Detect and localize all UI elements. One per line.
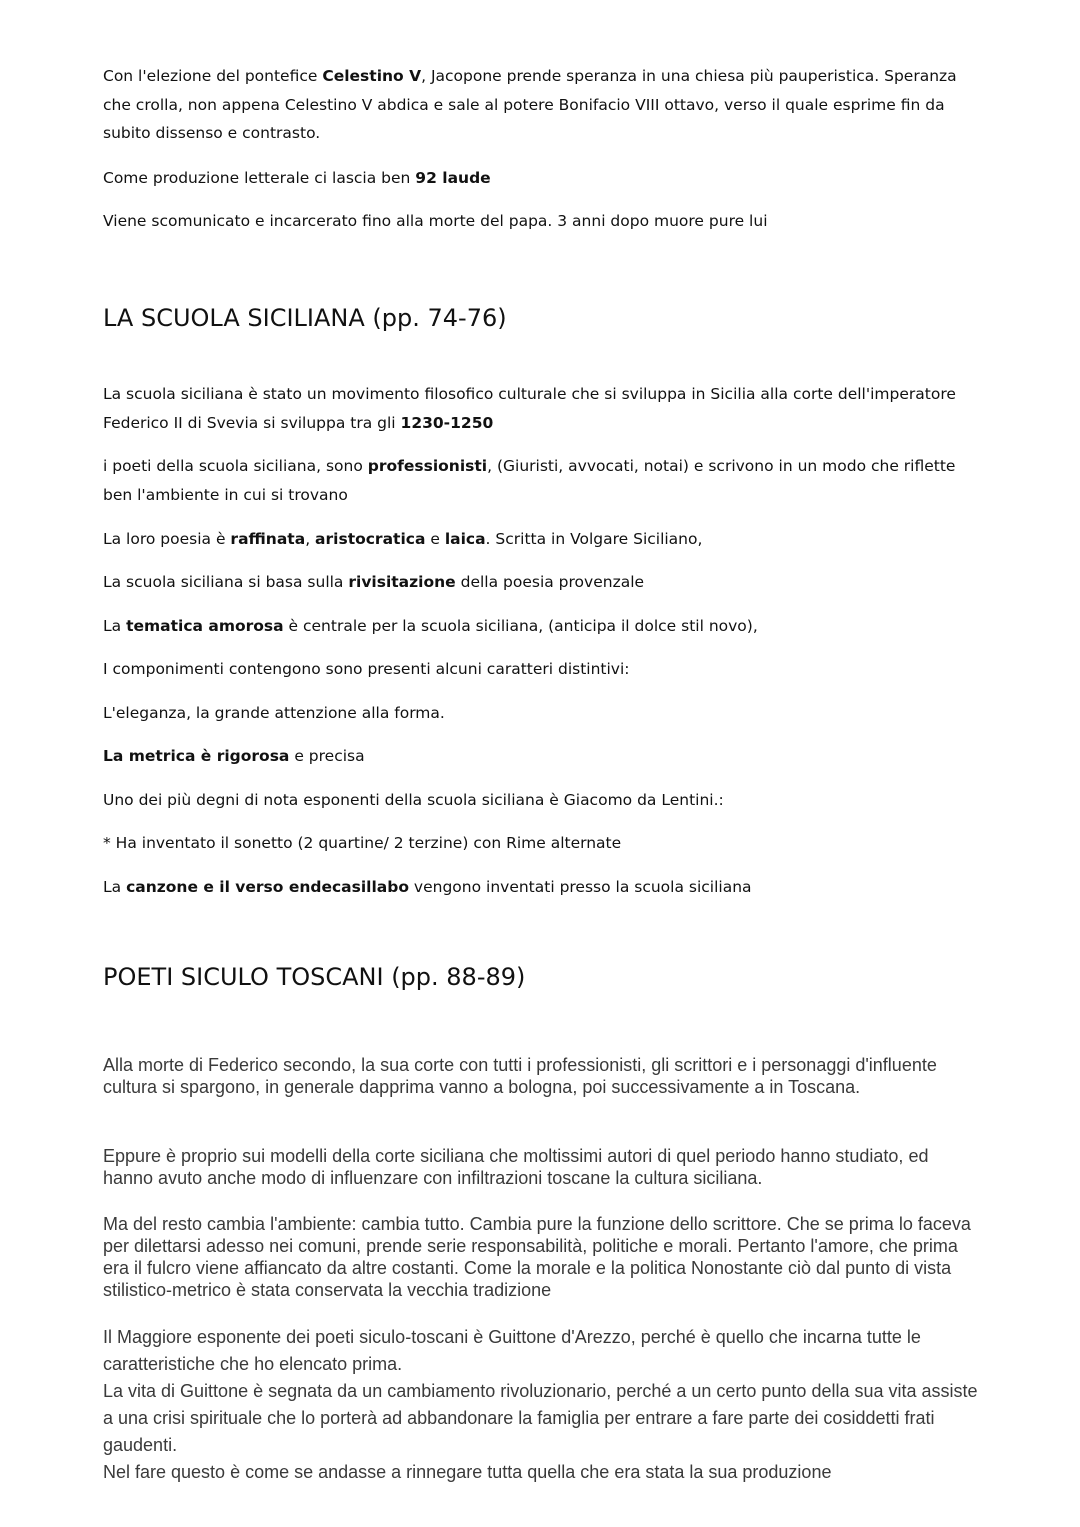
text: , Jacopone prende speranza in una chiesa più pauperistica. Speranza che crolla, non appena Celestino V abdica e sale al potere Bonifacio VIII ottavo, verso il quale esprime fin da subito dissenso e contrasto. <box>103 67 957 143</box>
bold-text: professionisti <box>367 457 488 475</box>
text: . Scritta in Volgare Siciliano, <box>485 530 703 548</box>
paragraph-professionisti <box>103 452 983 509</box>
paragraph-rivisitazione <box>103 568 983 597</box>
paragraph-guittone: Il Maggiore esponente dei poeti siculo-toscani è Guittone d'Arezzo, perché è quello che incarna tutte le caratteristiche che ho elencato prima. <box>103 1327 921 1374</box>
bold-text: Celestino V <box>322 67 422 85</box>
paragraph-vita-guittone: La vita di Guittone è segnata da un cambiamento rivoluzionario, perché a un certo punto della sua vita assiste a una crisi spirituale che lo porterà ad abbandonare la famiglia per entrare a fare parte dei cosiddetti frati gaudenti. <box>103 1381 978 1455</box>
paragraph-eleganza: L'eleganza, la grande attenzione alla forma. <box>103 704 445 722</box>
paragraph-celestino <box>103 62 983 148</box>
paragraph-componimenti: I componimenti contengono sono presenti alcuni caratteri distintivi: <box>103 660 630 678</box>
text: vengono inventati presso la scuola siciliana <box>409 878 752 896</box>
text: La scuola siciliana è stato un movimento filosofico culturale che si sviluppa in Sicilia alla corte dell'imperatore Federico II di Svevia si sviluppa tra gli <box>103 385 956 432</box>
paragraph-rinnegare: Nel fare questo è come se andasse a rinnegare tutta quella che era stata la sua produzione <box>103 1462 832 1482</box>
paragraph-metrica <box>103 742 983 771</box>
text: Con l'elezione del pontefice <box>103 67 323 85</box>
bold-text: 1230-1250 <box>400 413 494 432</box>
paragraph-poesia <box>103 525 983 554</box>
text: i poeti della scuola siciliana, sono <box>103 457 368 475</box>
bold-text: canzone e il verso endecasillabo <box>126 878 409 896</box>
section-heading-scuola-siciliana: LA SCUOLA SICILIANA (pp. 74-76) <box>103 304 507 332</box>
paragraph-ambiente: Ma del resto cambia l'ambiente: cambia tutto. Cambia pure la funzione dello scrittore. Che se prima lo faceva per dilettarsi adesso nei comuni, prende serie responsabilità, politiche e morali. Pertanto l'amore, che prima era il fulcro viene affiancato da altre costanti. Come la morale e la politica Nonostante ciò dal punto di vista stilistico-metrico è stata conservata la vecchia tradizione <box>103 1214 971 1300</box>
paragraph-sonetto: * Ha inventato il sonetto (2 quartine/ 2 terzine) con Rime alternate <box>103 834 622 852</box>
bold-text: La metrica è rigorosa <box>103 747 290 765</box>
text: Come produzione letterale ci lascia ben <box>103 169 416 187</box>
text: La <box>103 878 127 896</box>
bold-text: raffinata <box>230 530 306 548</box>
paragraph-morte-federico: Alla morte di Federico secondo, la sua corte con tutti i professionisti, gli scrittori e i personaggi d'influente cultura si spargono, in generale dapprima vanno a bologna, poi successivamente a in Toscana. <box>103 1055 937 1097</box>
paragraph-tematica <box>103 612 983 641</box>
bold-text: rivisitazione <box>348 573 456 591</box>
bold-text: aristocratica <box>315 530 426 548</box>
text: La <box>103 617 127 635</box>
text: e <box>425 530 445 548</box>
text: della poesia provenzale <box>455 573 645 591</box>
bold-text: tematica amorosa <box>126 617 284 635</box>
paragraph-movimento <box>103 380 983 437</box>
text: La scuola siciliana si basa sulla <box>103 573 349 591</box>
text: , <box>305 530 316 548</box>
text: è centrale per la scuola siciliana, (anticipa il dolce stil novo), <box>283 617 758 635</box>
paragraph-laude <box>103 164 983 193</box>
text: e precisa <box>289 747 365 765</box>
text: La loro poesia è <box>103 530 231 548</box>
paragraph-modelli: Eppure è proprio sui modelli della corte siciliana che moltissimi autori di quel periodo hanno studiato, ed hanno avuto anche modo di influenzare con infiltrazioni toscane la cultura siciliana. <box>103 1146 929 1188</box>
paragraph-canzone <box>103 873 983 902</box>
section-heading-poeti-siculo-toscani: POETI SICULO TOSCANI (pp. 88-89) <box>103 963 526 991</box>
text: , (Giuristi, avvocati, notai) e scrivono in un modo che riflette ben l'ambiente in cui si trovano <box>103 457 956 504</box>
bold-text: 92 laude <box>415 169 491 187</box>
paragraph-scomunicato: Viene scomunicato e incarcerato fino alla morte del papa. 3 anni dopo muore pure lui <box>103 212 768 230</box>
paragraph-lentini: Uno dei più degni di nota esponenti della scuola siciliana è Giacomo da Lentini.: <box>103 791 724 809</box>
bold-text: laica <box>444 530 486 548</box>
